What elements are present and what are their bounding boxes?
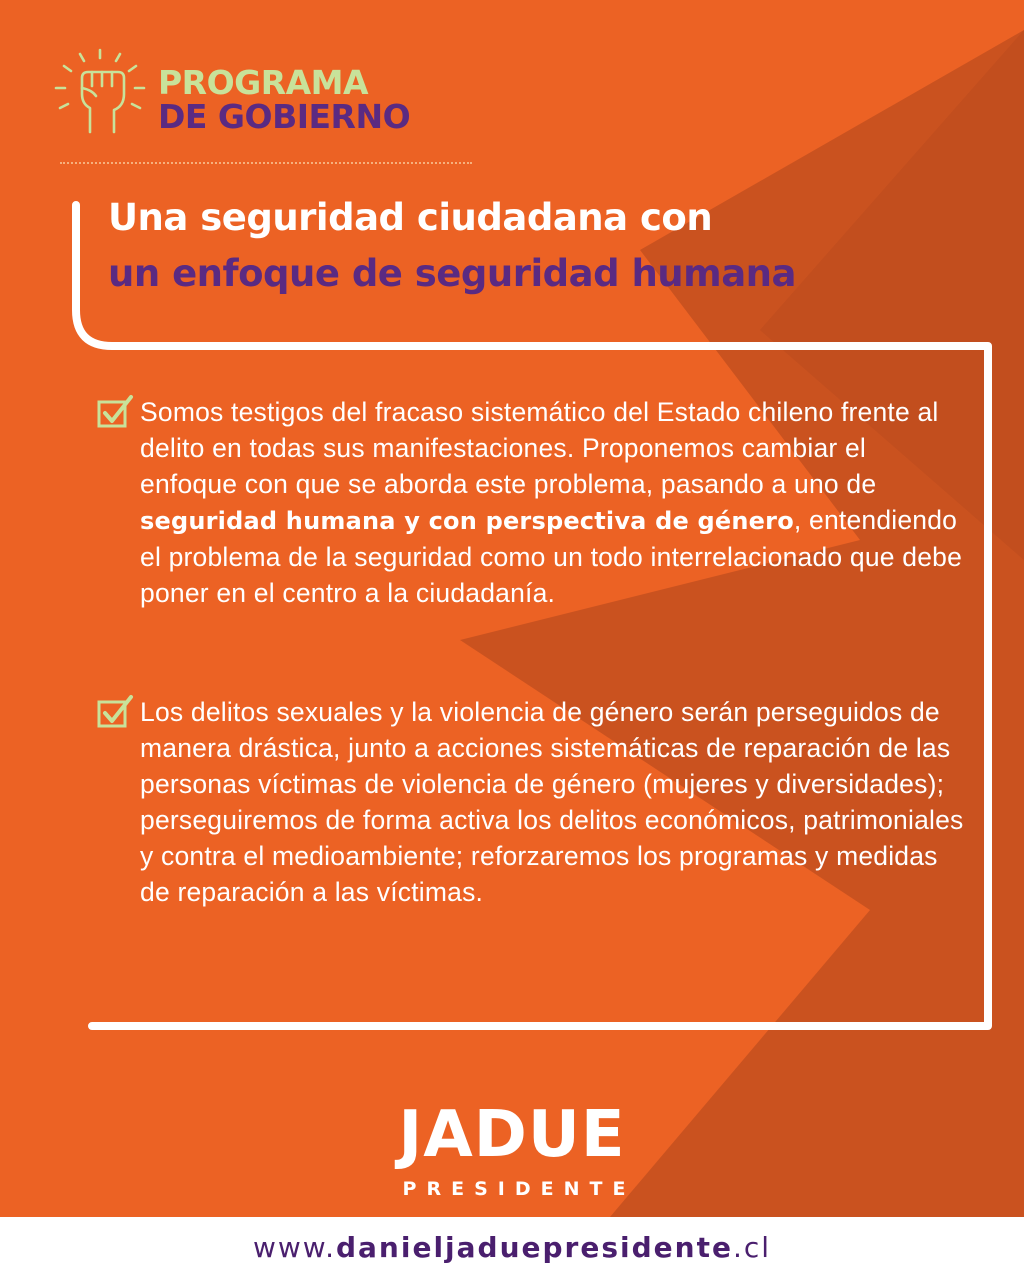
list-item-text: Los delitos sexuales y la violencia de género serán perseguidos de manera drástica, junto a acciones sistemáticas de reparación de las personas víctimas de violencia de género (mujeres y diversidades); perseguiremos de forma activa los delitos económicos, patrimoniales y contra el medioambiente; reforzaremos los programas y medidas de reparación a las víctimas. bbox=[140, 697, 964, 907]
headline-line1: Una seguridad ciudadana con bbox=[108, 196, 713, 239]
list-item-text bbox=[96, 394, 966, 611]
list-item-text-part: , entendiendo el problema de la seguridad como un todo interrelacionado que debe poner en el centro a la ciudadanía. bbox=[140, 505, 963, 608]
logo-name: JADUE bbox=[398, 1098, 626, 1172]
url-prefix: www. bbox=[252, 1231, 336, 1264]
url-domain: danieljaduepresidente bbox=[335, 1231, 733, 1264]
website-link[interactable] bbox=[0, 1228, 1024, 1268]
headline-line2: un enfoque de seguridad humana bbox=[108, 252, 796, 295]
list-item-text-bold: seguridad humana y con perspectiva de género bbox=[140, 507, 794, 535]
checkbox-checked-icon bbox=[96, 394, 134, 430]
checkbox-checked-icon bbox=[96, 694, 134, 730]
list-item bbox=[96, 694, 966, 910]
list-item bbox=[96, 394, 966, 611]
program-title-line2: DE GOBIERNO bbox=[158, 97, 411, 136]
headline bbox=[108, 190, 796, 302]
url-suffix: .cl bbox=[732, 1231, 772, 1264]
logo-subtitle: PRESIDENTE bbox=[402, 1178, 636, 1200]
program-title-line1: PROGRAMA bbox=[158, 63, 369, 102]
list-item-text-part: Somos testigos del fracaso sistemático del Estado chileno frente al delito en todas sus manifestaciones. Proponemos cambiar el enfoque con que se aborda este problema, pasando a uno de bbox=[140, 397, 939, 499]
